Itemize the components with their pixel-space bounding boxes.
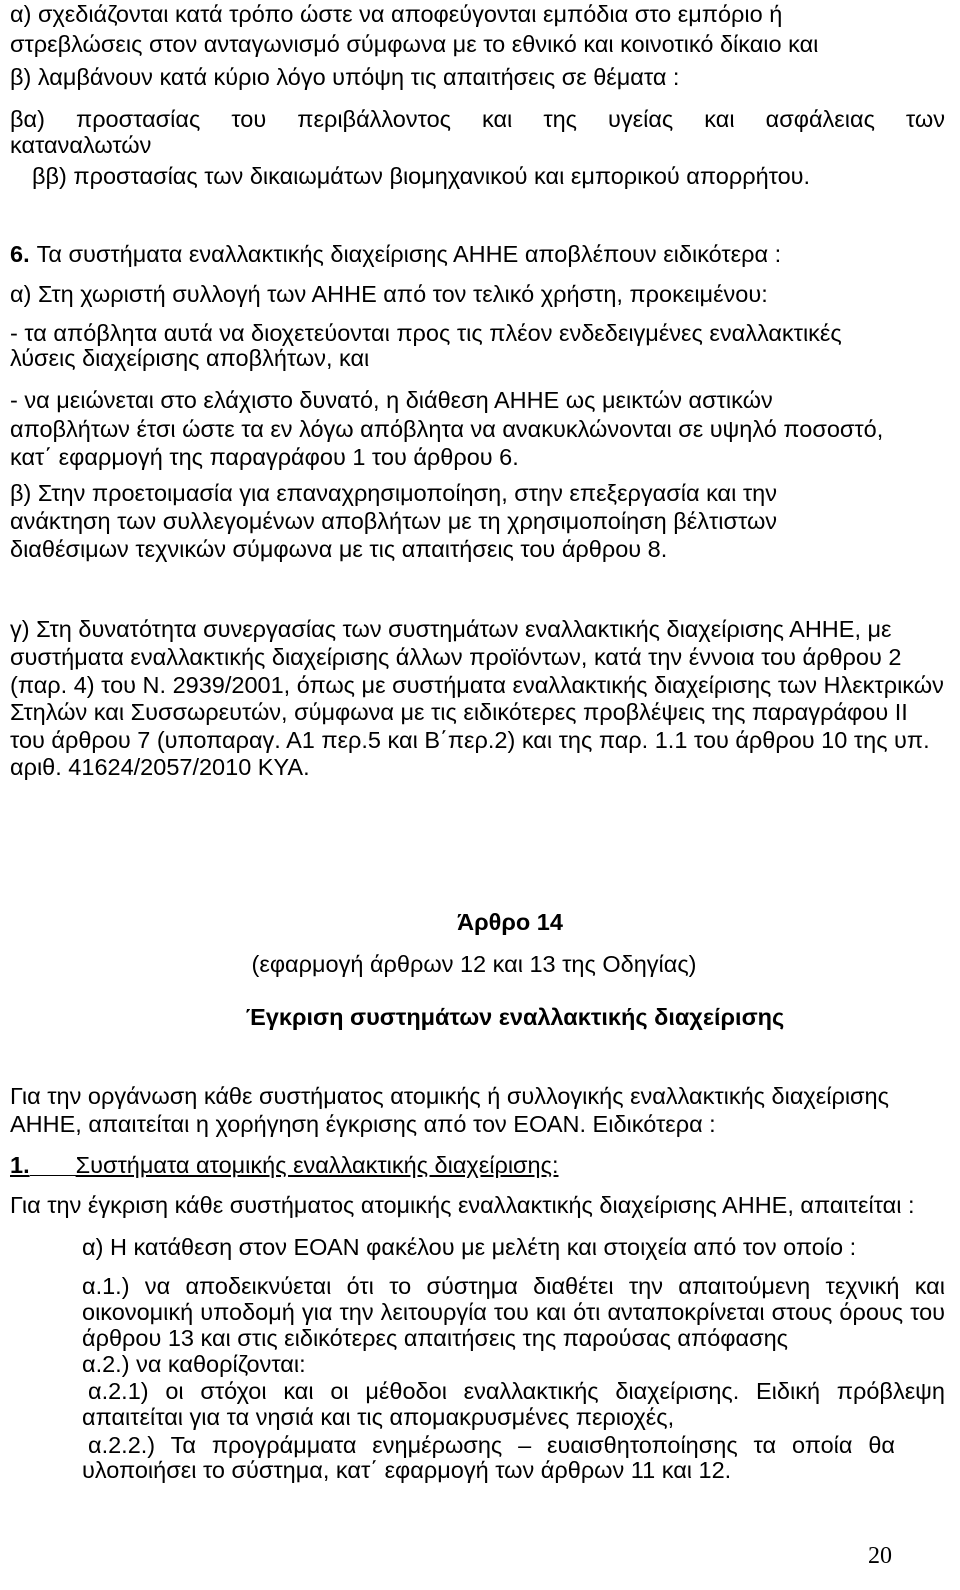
item-a1-line: οικονομική υποδομή για την λειτουργία του και ότι ανταποκρίνεται στους όρους του — [82, 1299, 945, 1325]
clause-bb-line: ββ) προστασίας των δικαιωμάτων βιομηχανικού και εμπορικού απορρήτου. — [32, 163, 811, 189]
clause-a-line: στρεβλώσεις στον ανταγωνισμό σύμφωνα με το εθνικό και κοινοτικό δίκαιο και — [10, 31, 819, 57]
point-6-item-c-line: Στηλών και Συσσωρευτών, σύμφωνα με τις ειδικότερες προβλέψεις της παραγράφου ΙΙ — [10, 699, 908, 725]
item-a22-line: α.2.2.) Τα προγράμματα ενημέρωσης – ευαισθητοποίησης τα οποία θα — [88, 1432, 895, 1458]
point-6-item-b-line: διαθέσιμων τεχνικών σύμφωνα με τις απαιτήσεις του άρθρου 8. — [10, 536, 668, 562]
article-intro-line: ΑΗΗΕ, απαιτείται η χορήγηση έγκρισης από τον ΕΟΑΝ. Ειδικότερα : — [10, 1111, 716, 1137]
article-intro-line: Για την οργάνωση κάθε συστήματος ατομικής ή συλλογικής εναλλακτικής διαχείρισης — [10, 1083, 889, 1109]
article-heading: Έγκριση συστημάτων εναλλακτικής διαχείρισης — [245, 1004, 785, 1030]
item-a21-line: α.2.1) οι στόχοι και οι μέθοδοι εναλλακτικής διαχείρισης. Ειδική πρόβλεψη — [88, 1378, 945, 1404]
section-1-heading — [10, 1151, 558, 1179]
item-a22-line: υλοποιήσει το σύστημα, κατ΄ εφαρμογή των άρθρων 11 και 12. — [82, 1457, 732, 1483]
point-6-number: 6. — [10, 241, 30, 267]
point-6-item-b-line: ανάκτηση των συλλεγομένων αποβλήτων με τη χρησιμοποίηση βέλτιστων — [10, 508, 778, 534]
point-6-item-a-dash-line: - τα απόβλητα αυτά να διοχετεύονται προς τις πλέον ενδεδειγμένες εναλλακτικές — [10, 320, 842, 346]
clause-b-intro: β) λαμβάνουν κατά κύριο λόγο υπόψη τις απαιτήσεις σε θέματα : — [10, 64, 680, 90]
point-6-intro — [10, 240, 781, 268]
article-title: Άρθρο 14 — [457, 909, 563, 935]
section-1-underline-gap — [30, 1173, 76, 1176]
point-6-item-c-line: γ) Στη δυνατότητα συνεργασίας των συστημάτων εναλλακτικής διαχείρισης ΑΗΗΕ, με — [10, 616, 892, 642]
section-1-number: 1. — [10, 1152, 30, 1178]
point-6-item-c-line: αριθ. 41624/2057/2010 ΚΥΑ. — [10, 754, 310, 780]
clause-ba-line: καταναλωτών — [10, 132, 152, 158]
item-a1-line: α.1.) να αποδεικνύεται ότι το σύστημα διαθέτει την απαιτούμενη τεχνική και — [82, 1273, 945, 1299]
item-a21-line: απαιτείται για τα νησιά και τις απομακρυσμένες περιοχές, — [82, 1404, 675, 1430]
point-6-item-a-dash-line: αποβλήτων έτσι ώστε τα εν λόγω απόβλητα να ανακυκλώνονται σε υψηλό ποσοστό, — [10, 416, 884, 442]
point-6-intro-text: Τα συστήματα εναλλακτικής διαχείρισης ΑΗΗΕ αποβλέπουν ειδικότερα : — [36, 241, 782, 267]
section-1-item-a: α) Η κατάθεση στον ΕΟΑΝ φακέλου με μελέτη και στοιχεία από τον οποίο : — [82, 1234, 857, 1260]
point-6-item-a-intro: α) Στη χωριστή συλλογή των ΑΗΗΕ από τον τελικό χρήστη, προκειμένου: — [10, 281, 768, 307]
point-6-item-a-dash-line: - να μειώνεται στο ελάχιστο δυνατό, η διάθεση ΑΗΗΕ ως μεικτών αστικών — [10, 387, 773, 413]
point-6-item-a-dash-line: λύσεις διαχείρισης αποβλήτων, και — [10, 345, 370, 371]
section-1-title: Συστήματα ατομικής εναλλακτικής διαχείρισης: — [75, 1152, 559, 1178]
point-6-item-c-line: του άρθρου 7 (υποπαραγ. Α1 περ.5 και Β΄περ.2) και της παρ. 1.1 του άρθρου 10 της υπ. — [10, 727, 930, 753]
point-6-item-c-line: (παρ. 4) του Ν. 2939/2001, όπως με συστήματα εναλλακτικής διαχείρισης των Ηλεκτρικών — [10, 672, 944, 698]
point-6-item-c-line: συστήματα εναλλακτικής διαχείρισης άλλων προϊόντων, κατά την έννοια του άρθρου 2 — [10, 644, 902, 670]
page-number: 20 — [868, 1543, 892, 1569]
point-6-item-b-line: β) Στην προετοιμασία για επαναχρησιμοποίηση, στην επεξεργασία και την — [10, 480, 777, 506]
section-1-intro: Για την έγκριση κάθε συστήματος ατομικής εναλλακτικής διαχείρισης ΑΗΗΕ, απαιτείται : — [10, 1192, 915, 1218]
item-a1-line: άρθρου 13 και στις ειδικότερες απαιτήσεις της παρούσας απόφασης — [82, 1325, 789, 1351]
article-subtitle: (εφαρμογή άρθρων 12 και 13 της Οδηγίας) — [251, 951, 697, 977]
item-a2-label: α.2.) να καθορίζονται: — [82, 1351, 306, 1377]
clause-ba-line: βα) προστασίας του περιβάλλοντος και της υγείας και ασφάλειας των — [10, 106, 945, 132]
clause-a-line: α) σχεδιάζονται κατά τρόπο ώστε να αποφεύγονται εμπόδια στο εμπόριο ή — [10, 1, 783, 27]
point-6-item-a-dash-line: κατ΄ εφαρμογή της παραγράφου 1 του άρθρου 6. — [10, 444, 519, 470]
